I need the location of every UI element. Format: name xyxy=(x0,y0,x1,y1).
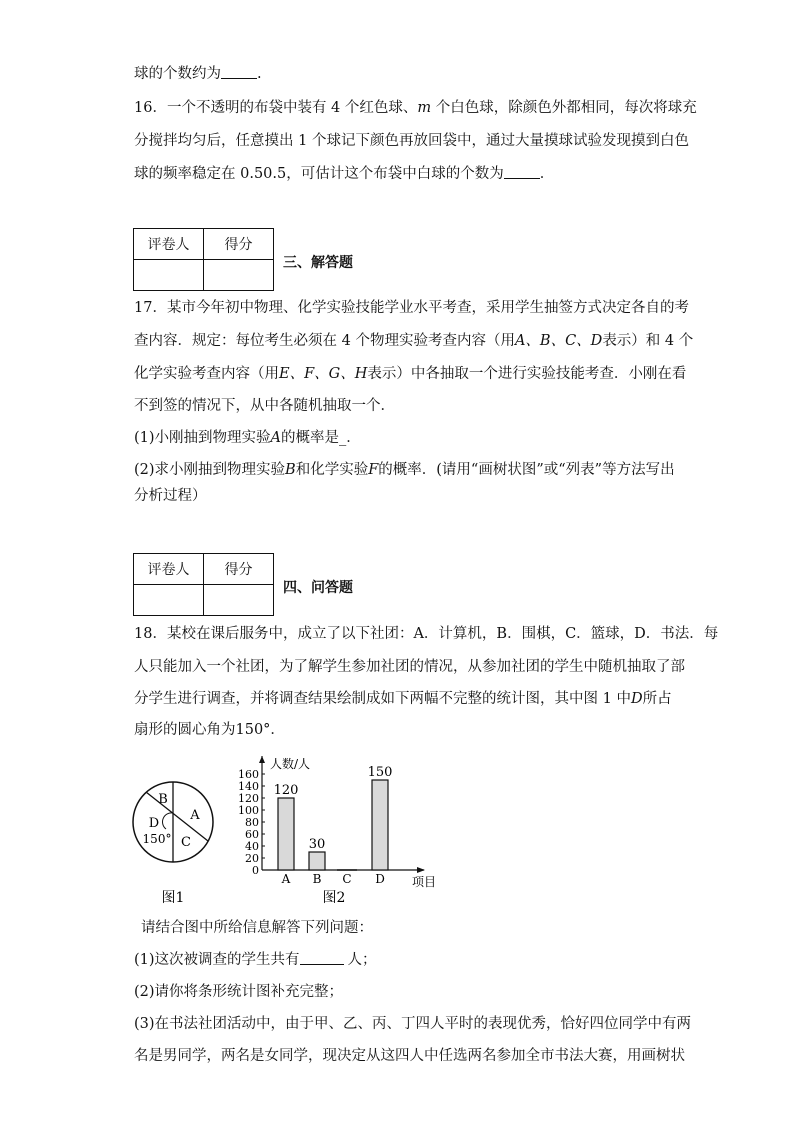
category-label-a: A xyxy=(281,872,291,886)
q17-line-3: 化学实验考查内容（用E、F、G、H表示）中各抽取一个进行实验技能考查．小刚在看 xyxy=(134,366,687,382)
category-label-b: B xyxy=(312,872,322,886)
q18-sub-2: (2)请你将条形统计图补充完整； xyxy=(134,984,344,1000)
data-label-d: 150 xyxy=(367,765,393,780)
q17-line-2: 查内容．规定：每位考生必须在 4 个物理实验考查内容（用A、B、C、D表示）和 4 个 xyxy=(134,333,694,349)
q18-sub-1: (1)这次被调查的学生共有 人； xyxy=(134,952,377,968)
answer-blank xyxy=(300,950,344,965)
y-tick-label: 120 xyxy=(238,792,259,805)
x-axis-title: 项目 xyxy=(412,875,437,889)
reviewer-cell[interactable] xyxy=(134,585,204,616)
grade-table-section-4 xyxy=(133,553,274,616)
pie-label-c: C xyxy=(181,835,191,850)
y-tick-label: 140 xyxy=(238,780,259,793)
q17-line-1: 17．某市今年初中物理、化学实验技能学业水平考查，采用学生抽签方式决定各自的考 xyxy=(134,300,689,316)
q16-line-3: 球的频率稳定在 0.50.5，可估计这个布袋中白球的个数为 ． xyxy=(134,166,555,182)
q18-sub-3-line-2: 名是男同学，两名是女同学，现决定从这四人中任选两名参加全市书法大赛，用画树状 xyxy=(134,1048,685,1064)
figure-2-bar-chart xyxy=(228,752,448,908)
reviewer-header: 评卷人 xyxy=(134,229,204,260)
pie-angle-label: 150° xyxy=(142,832,172,846)
q18-line-1: 18．某校在课后服务中，成立了以下社团：A．计算机，B．围棋，C．篮球，D．书法．每 xyxy=(134,626,719,642)
figure-1-caption: 图1 xyxy=(161,890,185,906)
score-cell[interactable] xyxy=(204,260,274,291)
q17-sub-2-cont: 分析过程） xyxy=(134,488,207,504)
q18-line-2: 人只能加入一个社团，为了解学生参加社团的情况，从参加社团的学生中随机抽取了部 xyxy=(134,659,685,675)
score-header: 得分 xyxy=(204,229,274,260)
bar-b xyxy=(309,852,325,870)
x-axis-arrow xyxy=(417,867,425,873)
q18-intro: 请结合图中所给信息解答下列问题： xyxy=(141,920,373,936)
y-tick-label: 20 xyxy=(245,852,259,865)
y-tick-label: 0 xyxy=(252,864,259,877)
score-cell[interactable] xyxy=(204,585,274,616)
y-tick-label: 160 xyxy=(238,768,259,781)
q18-line-4: 扇形的圆心角为150°． xyxy=(134,722,285,738)
category-label-d: D xyxy=(375,872,385,886)
q15-tail-line: 球的个数约为 . xyxy=(134,66,262,82)
q17-sub-1: (1)小刚抽到物理实验A的概率是_． xyxy=(134,430,361,446)
pie-label-d: D xyxy=(148,816,160,831)
bar-d xyxy=(372,780,388,870)
y-tick-label: 40 xyxy=(245,840,259,853)
q18-sub-3-line-1: (3)在书法社团活动中，由于甲、乙、丙、丁四人平时的表现优秀，恰好四位同学中有两 xyxy=(134,1016,692,1032)
figure-1-pie xyxy=(126,778,226,908)
q17-line-4: 不到签的情况下，从中各随机抽取一个． xyxy=(134,398,395,414)
score-header: 得分 xyxy=(204,554,274,585)
bar-a xyxy=(278,798,294,870)
q17-sub-2: (2)求小刚抽到物理实验B和化学实验F的概率．(请用“画树状图”或“列表”等方法写出 xyxy=(134,462,675,478)
answer-blank xyxy=(221,64,257,79)
q16-line-2: 分搅拌均匀后，任意摸出 1 个球记下颜色再放回袋中，通过大量摸球试验发现摸到白色 xyxy=(134,133,689,149)
y-axis-title: 人数/人 xyxy=(270,757,311,771)
data-label-a: 120 xyxy=(273,783,299,798)
category-label-c: C xyxy=(342,872,352,886)
y-tick-label: 100 xyxy=(238,804,259,817)
pie-label-a: A xyxy=(190,808,200,823)
y-axis-arrow xyxy=(259,756,265,763)
section-title-4: 四、问答题 xyxy=(283,580,353,596)
grade-table-section-3 xyxy=(133,228,274,291)
figure-2-caption: 图2 xyxy=(322,890,346,906)
answer-blank xyxy=(504,164,540,179)
q18-line-3: 分学生进行调查，并将调查结果绘制成如下两幅不完整的统计图，其中图 1 中D所占 xyxy=(134,691,672,707)
data-label-b: 30 xyxy=(308,837,326,852)
reviewer-cell[interactable] xyxy=(134,260,204,291)
y-tick-label: 60 xyxy=(245,828,259,841)
reviewer-header: 评卷人 xyxy=(134,554,204,585)
angle-arc xyxy=(162,813,173,829)
y-tick-label: 80 xyxy=(245,816,259,829)
section-title-3: 三、解答题 xyxy=(283,255,353,271)
q16-line-1: 16．一个不透明的布袋中装有 4 个红色球、m 个白色球，除颜色外都相同，每次将球充 xyxy=(134,100,697,116)
pie-label-b: B xyxy=(158,792,168,807)
